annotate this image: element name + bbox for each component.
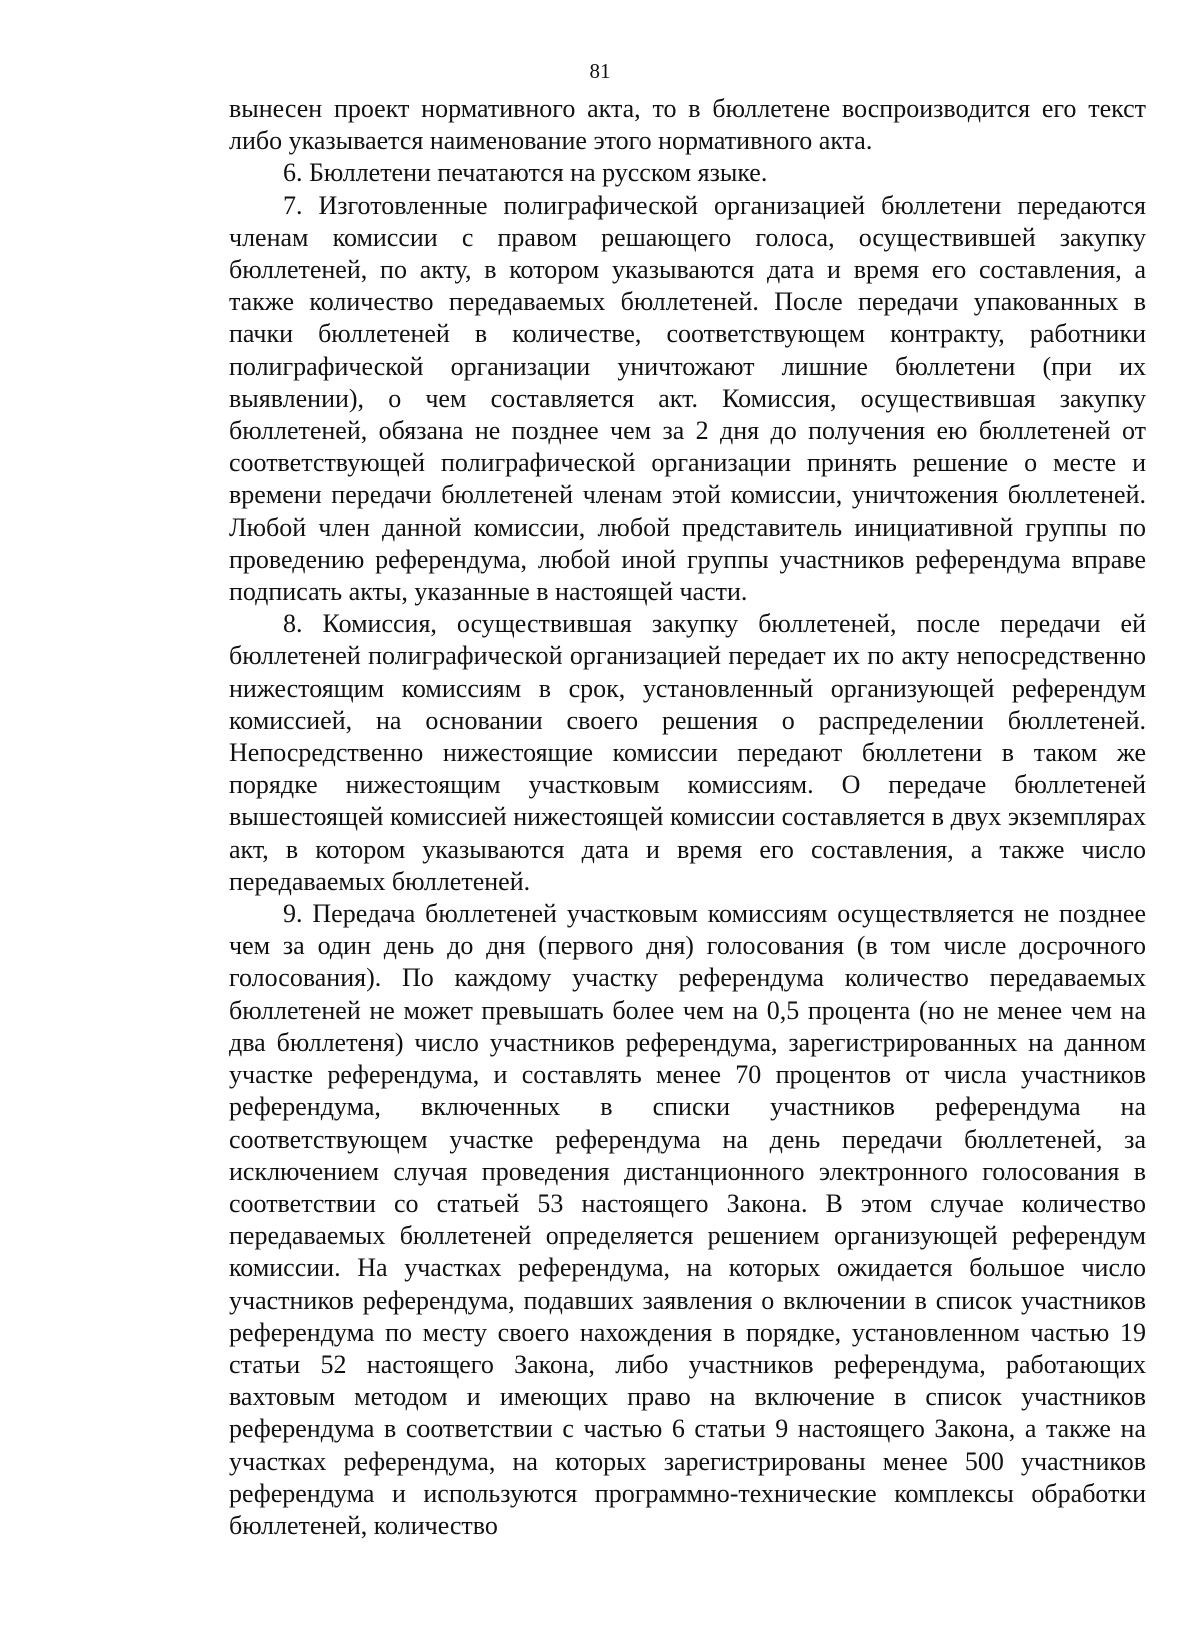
paragraph-item-6: 6. Бюллетени печатаются на русском языке. <box>283 158 768 188</box>
paragraph-item-7: 7. Изготовленные полиграфической организацией бюллетени передаются членам комиссии с правом решающего голоса, осуществившей закупку бюллетеней, по акту, в котором указываются дата и время его составления, а также количество передаваемых бюллетеней. После передачи упакованных в пачки бюллетеней в количестве, соответствующем контракту, работники полиграфической организации уничтожают лишние бюллетени (при их выявлении), о чем составляется акт. Комиссия, осуществившая закупку бюллетеней, обязана не позднее чем за 2 дня до получения ею бюллетеней от соответствующей полиграфической организации принять решение о месте и времени передачи бюллетеней членам этой комиссии, уничтожения бюллетеней. Любой член данной комиссии, любой представитель инициативной группы по проведению референдума, любой иной группы участников референдума вправе подписать акты, указанные в настоящей части. <box>229 190 1146 607</box>
document-body <box>229 93 1146 1542</box>
page-number: 81 <box>589 59 611 83</box>
paragraph-item-8: 8. Комиссия, осуществившая закупку бюллетеней, после передачи ей бюллетеней полиграфической организацией передает их по акту непосредственно нижестоящим комиссиям в срок, установленный организующей референдум комиссией, на основании своего решения о распределении бюллетеней. Непосредственно нижестоящие комиссии передают бюллетени в таком же порядке нижестоящим участковым комиссиям. О передаче бюллетеней вышестоящей комиссией нижестоящей комиссии составляется в двух экземплярах акт, в котором указываются дата и время его составления, а также число передаваемых бюллетеней. <box>229 609 1146 896</box>
paragraph-item-9: 9. Передача бюллетеней участковым комиссиям осуществляется не позднее чем за один день до дня (первого дня) голосования (в том числе досрочного голосования). По каждому участку референдума количество передаваемых бюллетеней не может превышать более чем на 0,5 процента (но не менее чем на два бюллетеня) число участников референдума, зарегистрированных на данном участке референдума, и составлять менее 70 процентов от числа участников референдума, включенных в списки участников референдума на соответствующем участке референдума на день передачи бюллетеней, за исключением случая проведения дистанционного электронного голосования в соответствии со статьей 53 настоящего Закона. В этом случае количество передаваемых бюллетеней определяется решением организующей референдум комиссии. На участках референдума, на которых ожидается большое число участников референдума, подавших заявления о включении в список участников референдума по месту своего нахождения в порядке, установленном частью 19 статьи 52 настоящего Закона, либо участников референдума, работающих вахтовым методом и имеющих право на включение в список участников референдума в соответствии с частью 6 статьи 9 настоящего Закона, а также на участках референдума, на которых зарегистрированы менее 500 участников референдума и используются программно-технические комплексы обработки бюллетеней, количество <box>229 899 1146 1540</box>
paragraph-continuation: вынесен проект нормативного акта, то в бюллетене воспроизводится его текст либо указывается наименование этого нормативного акта. <box>229 94 1146 156</box>
